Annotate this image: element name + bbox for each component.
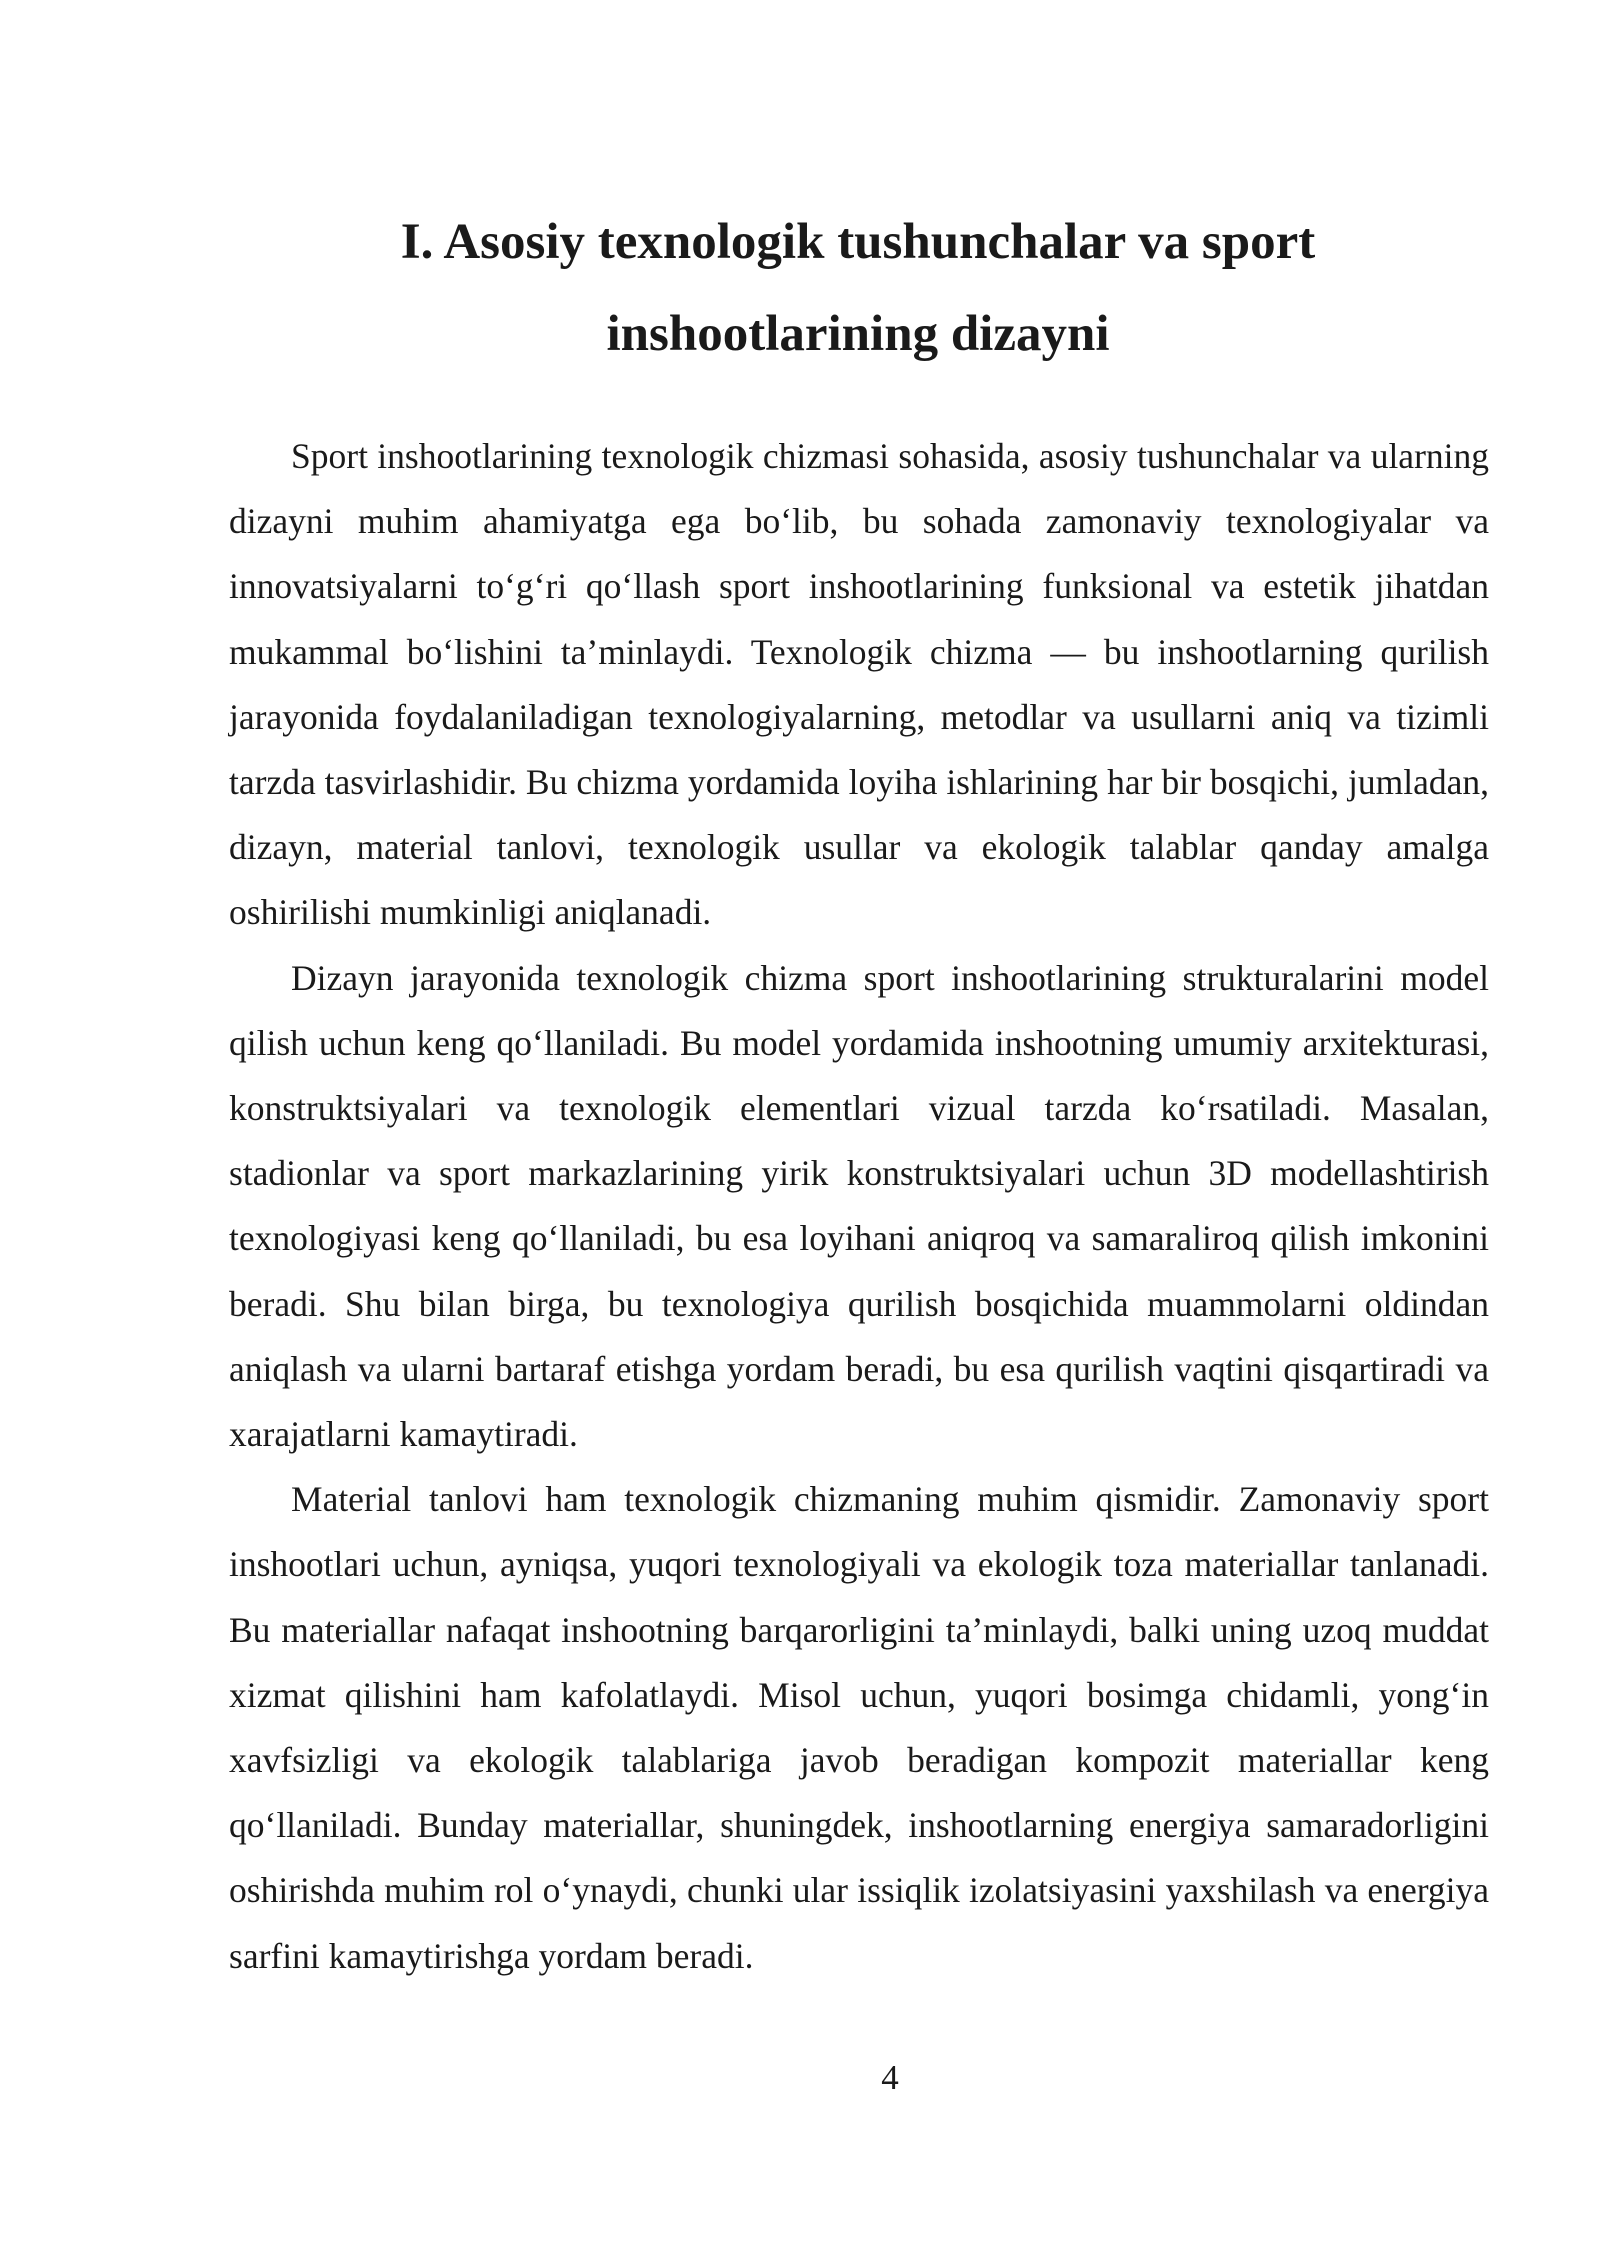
paragraph-3: Material tanlovi ham texnologik chizmaning muhim qismidir. Zamonaviy sport inshootlari uchun, ayniqsa, yuqori texnologiyali va ekologik toza materiallar tanlanadi. Bu materiallar nafaqat inshootning barqarorligini ta’minlaydi, balki uning uzoq muddat xizmat qilishini ham kafolatlaydi. Misol uchun, yuqori bosimga chidamli, yong‘in xavfsizligi va ekologik talablariga javob beradigan kompozit materiallar keng qo‘llaniladi. Bunday materiallar, shuningdek, inshootlarning energiya samaradorligini oshirishda muhim rol o‘ynaydi, chunki ular issiqlik izolatsiyasini yaxshilash va energiya sarfini kamaytirishga yordam beradi. — [229, 1479, 1489, 1976]
page-number: 4 — [881, 2058, 899, 2097]
section-heading-line-1: I. Asosiy texnologik tushunchalar va sport — [400, 214, 1316, 270]
paragraph-2: Dizayn jarayonida texnologik chizma sport inshootlarining strukturalarini model qilish uchun keng qo‘llaniladi. Bu model yordamida inshootning umumiy arxitekturasi, konstruktsiyalari va texnologik elementlari vizual tarzda ko‘rsatiladi. Masalan, stadionlar va sport markazlarining yirik konstruktsiyalari uchun 3D modellashtirish texnologiyasi keng qo‘llaniladi, bu esa loyihani aniqroq va samaraliroq qilish imkonini beradi. Shu bilan birga, bu texnologiya qurilish bosqichida muammolarni oldindan aniqlash va ularni bartaraf etishga yordam beradi, bu esa qurilish vaqtini qisqartiradi va xarajatlarni kamaytiradi. — [229, 957, 1489, 1455]
section-heading-line-2: inshootlarining dizayni — [606, 306, 1110, 362]
body-text — [229, 424, 1489, 1989]
paragraph-1: Sport inshootlarining texnologik chizmasi sohasida, asosiy tushunchalar va ularning dizayni muhim ahamiyatga ega bo‘lib, bu sohada zamonaviy texnologiyalar va innovatsiyalarni to‘g‘ri qo‘llash sport inshootlarining funksional va estetik jihatdan mukammal bo‘lishini ta’minlaydi. Texnologik chizma — bu inshootlarning qurilish jarayonida foydalaniladigan texnologiyalarning, metodlar va usullarni aniq va tizimli tarzda tasvirlashidir. Bu chizma yordamida loyiha ishlarining har bir bosqichi, jumladan, dizayn, material tanlovi, texnologik usullar va ekologik talablar qanday amalga oshirilishi mumkinligi aniqlanadi. — [229, 436, 1489, 933]
section-heading — [228, 196, 1488, 380]
